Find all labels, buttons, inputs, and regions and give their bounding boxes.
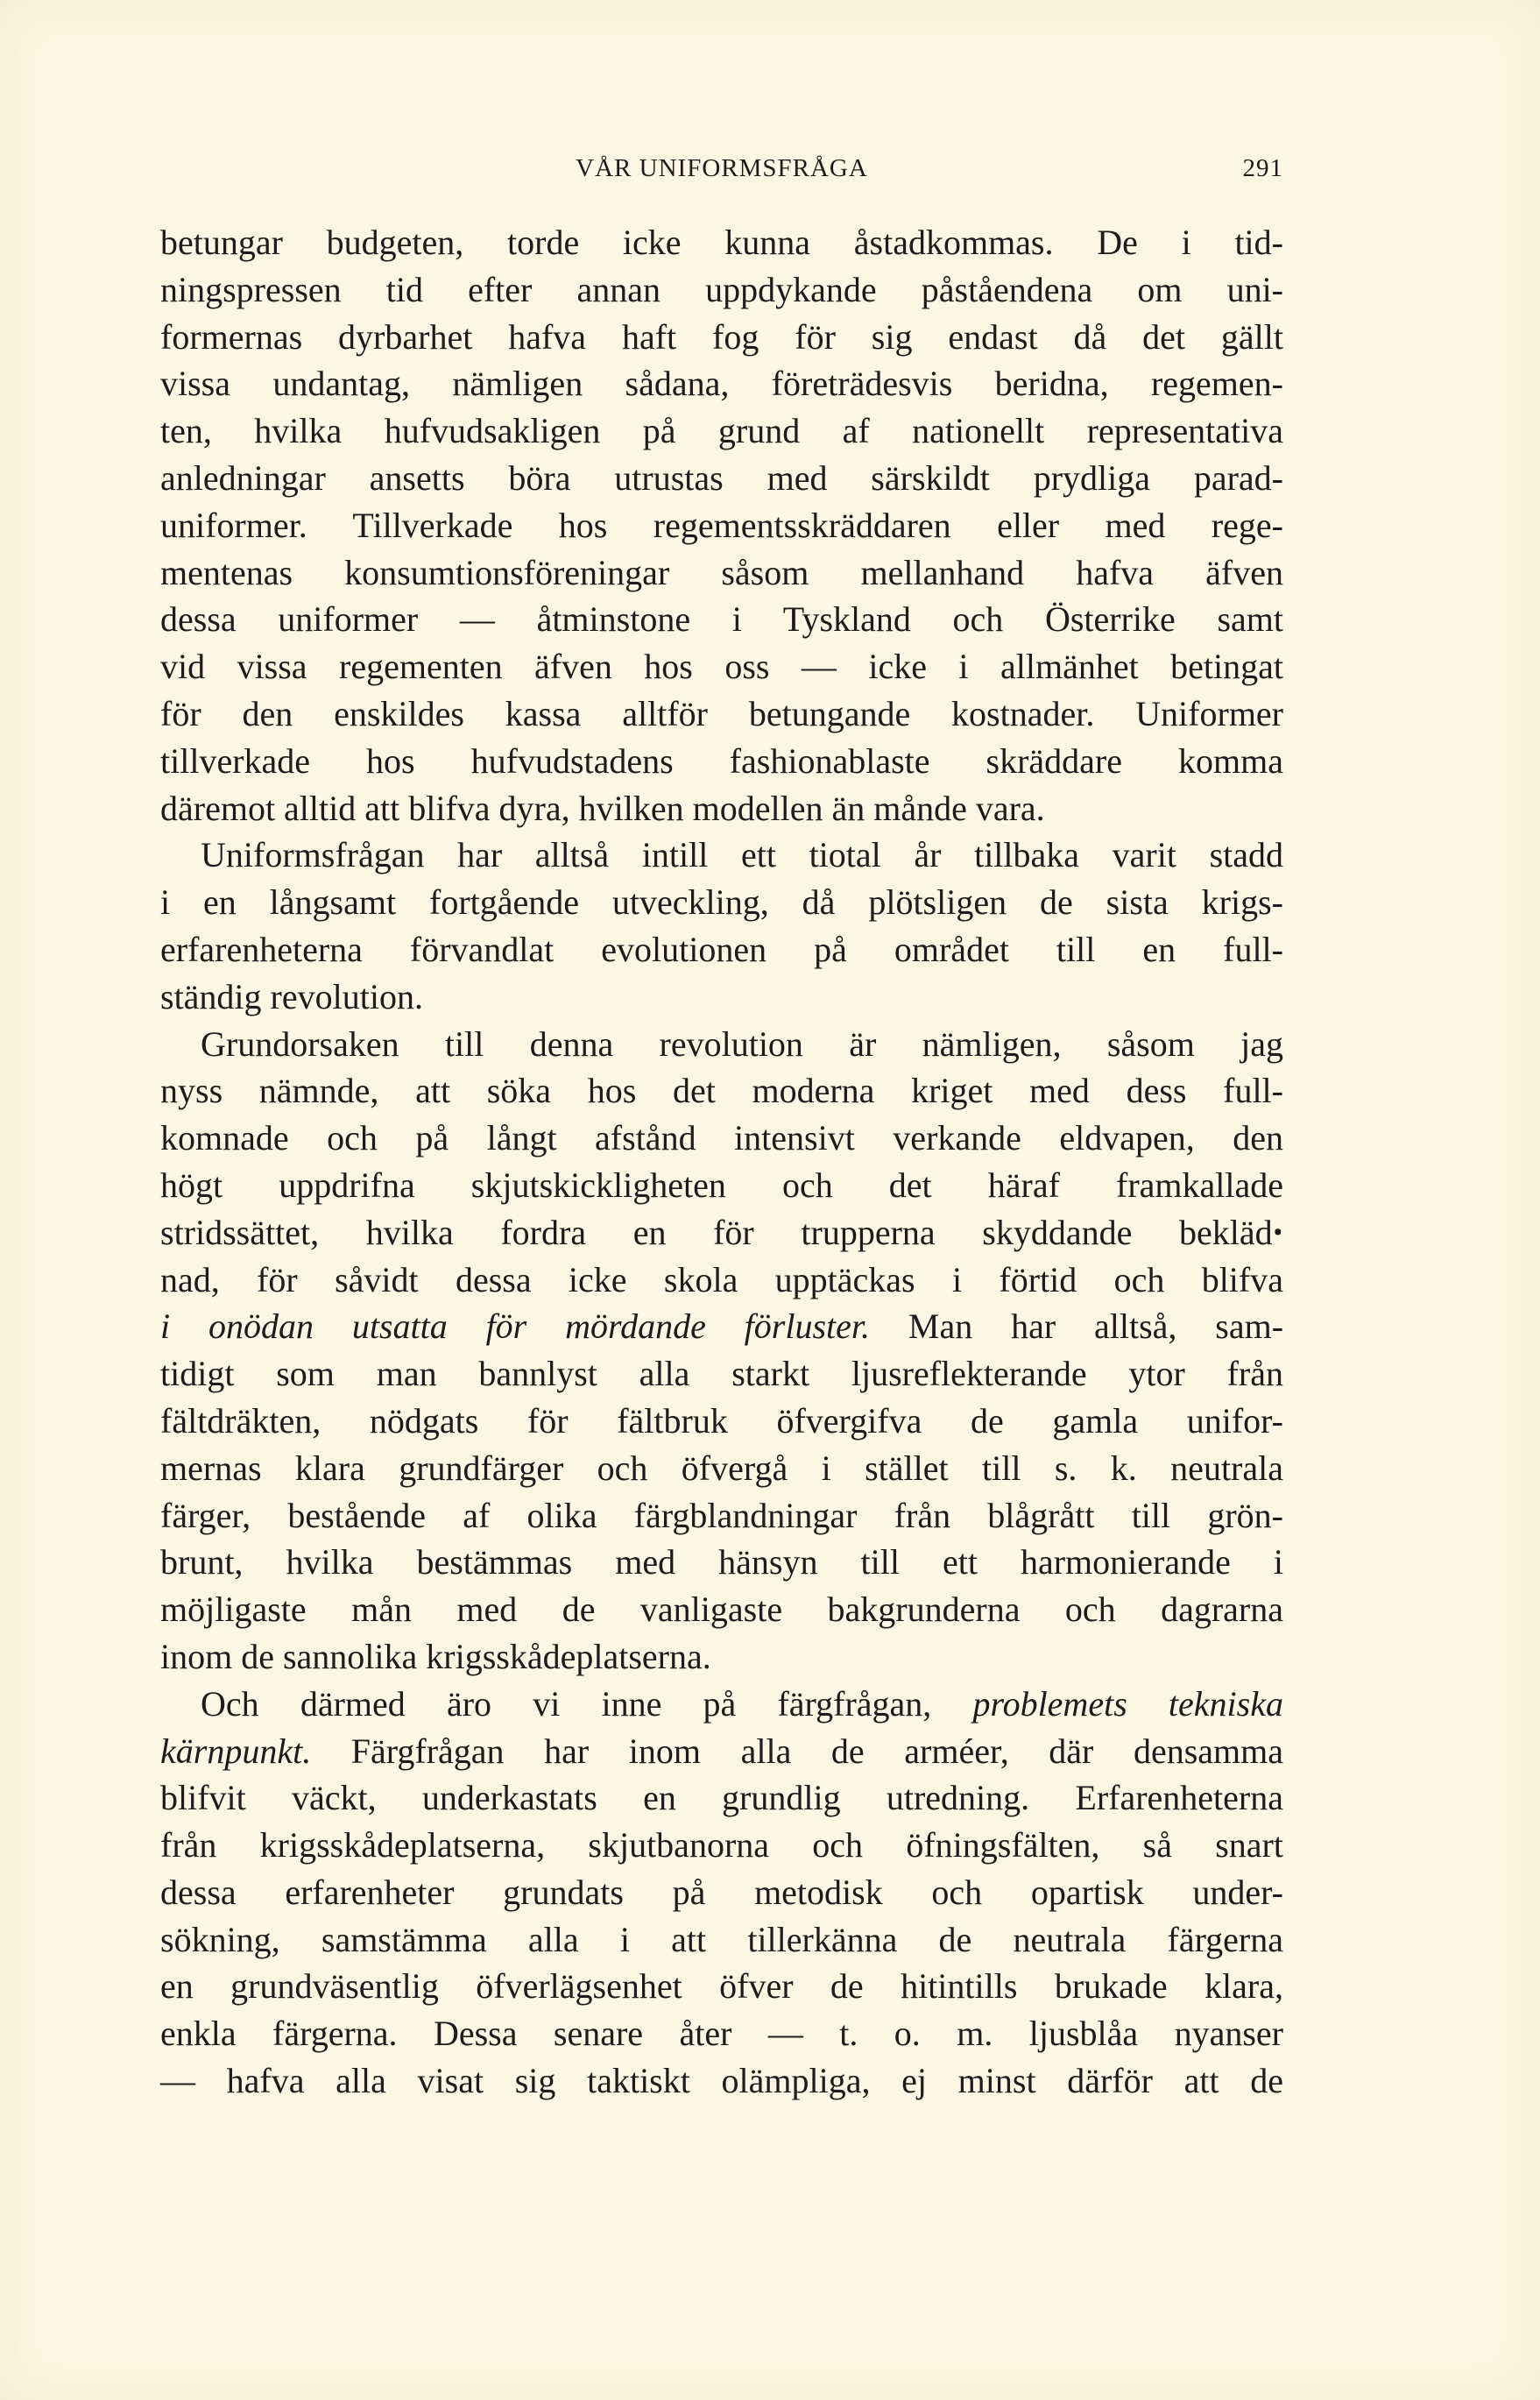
running-header bbox=[160, 154, 1283, 189]
text-line bbox=[160, 1728, 1283, 1775]
text-segment: mernas klara grundfärger och öfvergå i stället till s. k. neutrala bbox=[160, 1448, 1283, 1488]
text-line bbox=[160, 360, 1283, 407]
running-title: VÅR UNIFORMSFRÅGA bbox=[576, 154, 868, 182]
text-segment: tillverkade hos hufvudstadens fashionablaste skräddare komma bbox=[160, 740, 1283, 781]
text-segment: — hafva alla visat sig taktiskt olämpliga, ej minst därför att de bbox=[160, 2061, 1283, 2101]
text-segment: för den enskildes kassa alltför betungande kostnader. Uniformer bbox=[160, 693, 1283, 733]
text-segment: nyss nämnde, att söka hos det moderna kriget med dess full- bbox=[160, 1071, 1283, 1111]
text-segment: ningspressen tid efter annan uppdykande påståendena om uni- bbox=[160, 269, 1283, 309]
text-segment: erfarenheterna förvandlat evolutionen på området till en full- bbox=[160, 929, 1283, 969]
text-line bbox=[160, 926, 1283, 973]
text-segment: stridssättet, hvilka fordra en för trupperna skyddande beklädꞏ bbox=[160, 1212, 1283, 1252]
text-segment: sökning, samstämma alla i att tillerkänna de neutrala färgerna bbox=[160, 1919, 1283, 1959]
text-segment: fältdräkten, nödgats för fältbruk öfvergifva de gamla unifor- bbox=[160, 1400, 1283, 1441]
text-segment: formernas dyrbarhet hafva haft fog för sig endast då det gällt bbox=[160, 316, 1283, 357]
text-line bbox=[160, 1067, 1283, 1115]
text-line bbox=[160, 2057, 1283, 2105]
text-line bbox=[160, 1869, 1283, 1916]
text-line bbox=[160, 1963, 1283, 2010]
text-segment: anledningar ansetts böra utrustas med särskildt prydliga parad- bbox=[160, 457, 1283, 498]
text-line bbox=[160, 1257, 1283, 1304]
body-text bbox=[160, 219, 1283, 2105]
text-segment: komnade och på långt afstånd intensivt verkande eldvapen, den bbox=[160, 1118, 1283, 1158]
page-number: 291 bbox=[1242, 154, 1283, 182]
text-segment: en grundväsentlig öfverlägsenhet öfver de hitintills brukade klara, bbox=[160, 1966, 1283, 2007]
text-segment: från krigsskådeplatserna, skjutbanorna och öfningsfälten, så snart bbox=[160, 1825, 1283, 1865]
text-line bbox=[160, 973, 1283, 1021]
text-segment: Färgfrågan har inom alla de arméer, där densamma bbox=[311, 1731, 1283, 1771]
text-line bbox=[160, 266, 1283, 314]
text-line bbox=[160, 2010, 1283, 2057]
text-segment: dessa uniformer — åtminstone i Tyskland och Österrike samt bbox=[160, 599, 1283, 640]
text-line bbox=[160, 1633, 1283, 1681]
text-line bbox=[160, 738, 1283, 785]
text-segment: Uniformsfrågan har alltså intill ett tiotal år tillbaka varit stadd bbox=[201, 835, 1283, 875]
text-line bbox=[160, 314, 1283, 361]
text-segment: ten, hvilka hufvudsakligen på grund af nationellt representativa bbox=[160, 411, 1283, 451]
text-segment: vissa undantag, nämligen sådana, företrädesvis beridna, regemen- bbox=[160, 364, 1283, 404]
text-line bbox=[160, 1539, 1283, 1586]
text-segment: däremot alltid att blifva dyra, hvilken modellen än månde vara. bbox=[160, 788, 1045, 828]
text-line bbox=[160, 1209, 1283, 1257]
text-line bbox=[160, 219, 1283, 266]
text-line bbox=[160, 1115, 1283, 1162]
text-segment: dessa erfarenheter grundats på metodisk och opartisk under- bbox=[160, 1872, 1283, 1912]
text-segment: inom de sannolika krigsskådeplatserna. bbox=[160, 1636, 711, 1676]
text-line bbox=[160, 1586, 1283, 1633]
text-line bbox=[160, 643, 1283, 690]
text-segment: blifvit väckt, underkastats en grundlig utredning. Erfarenheterna bbox=[160, 1778, 1283, 1818]
text-line bbox=[160, 1303, 1283, 1350]
text-segment: Grundorsaken till denna revolution är nämligen, såsom jag bbox=[201, 1023, 1283, 1064]
text-segment: Och därmed äro vi inne på färgfrågan, bbox=[201, 1683, 973, 1724]
text-segment: mentenas konsumtionsföreningar såsom mellanhand hafva äfven bbox=[160, 552, 1283, 592]
text-line bbox=[160, 549, 1283, 597]
text-line bbox=[160, 1681, 1283, 1728]
text-line bbox=[160, 832, 1283, 879]
text-segment: betungar budgeten, torde icke kunna åstadkommas. De i tid- bbox=[160, 223, 1283, 262]
text-line bbox=[160, 1492, 1283, 1540]
text-line bbox=[160, 502, 1283, 549]
text-line bbox=[160, 1162, 1283, 1209]
text-line bbox=[160, 455, 1283, 502]
text-line bbox=[160, 1822, 1283, 1869]
text-line bbox=[160, 1445, 1283, 1492]
text-segment: enkla färgerna. Dessa senare åter — t. o. m. ljusblåa nyanser bbox=[160, 2014, 1283, 2054]
text-line bbox=[160, 1916, 1283, 1964]
text-line bbox=[160, 690, 1283, 738]
text-segment: färger, bestående af olika färgblandningar från blågrått till grön- bbox=[160, 1495, 1283, 1535]
text-segment: vid vissa regementen äfven hos oss — icke i allmänhet betingat bbox=[160, 647, 1283, 687]
text-line bbox=[160, 596, 1283, 643]
italic-text: kärnpunkt. bbox=[160, 1731, 312, 1771]
text-segment: möjligaste mån med de vanligaste bakgrunderna och dagrarna bbox=[160, 1589, 1283, 1630]
text-line bbox=[160, 879, 1283, 926]
text-segment: högt uppdrifna skjutskickligheten och det häraf framkallade bbox=[160, 1165, 1283, 1205]
text-line bbox=[160, 785, 1283, 832]
text-line bbox=[160, 1774, 1283, 1822]
text-segment: uniformer. Tillverkade hos regementsskräddaren eller med rege- bbox=[160, 505, 1283, 545]
text-line bbox=[160, 407, 1283, 455]
text-segment: tidigt som man bannlyst alla starkt ljusreflekterande ytor från bbox=[160, 1354, 1283, 1394]
text-line bbox=[160, 1021, 1283, 1068]
italic-text: problemets tekniska bbox=[972, 1683, 1283, 1724]
text-segment: Man har alltså, sam- bbox=[870, 1306, 1284, 1347]
text-segment: brunt, hvilka bestämmas med hänsyn till ett harmonierande i bbox=[160, 1542, 1283, 1582]
text-line bbox=[160, 1350, 1283, 1398]
text-segment: ständig revolution. bbox=[160, 976, 423, 1016]
text-line bbox=[160, 1398, 1283, 1445]
text-segment: i en långsamt fortgående utveckling, då plötsligen de sista krigs- bbox=[160, 882, 1283, 923]
italic-text: i onödan utsatta för mördande förluster. bbox=[160, 1306, 871, 1347]
text-segment: nad, för såvidt dessa icke skola upptäckas i förtid och blifva bbox=[160, 1259, 1283, 1299]
